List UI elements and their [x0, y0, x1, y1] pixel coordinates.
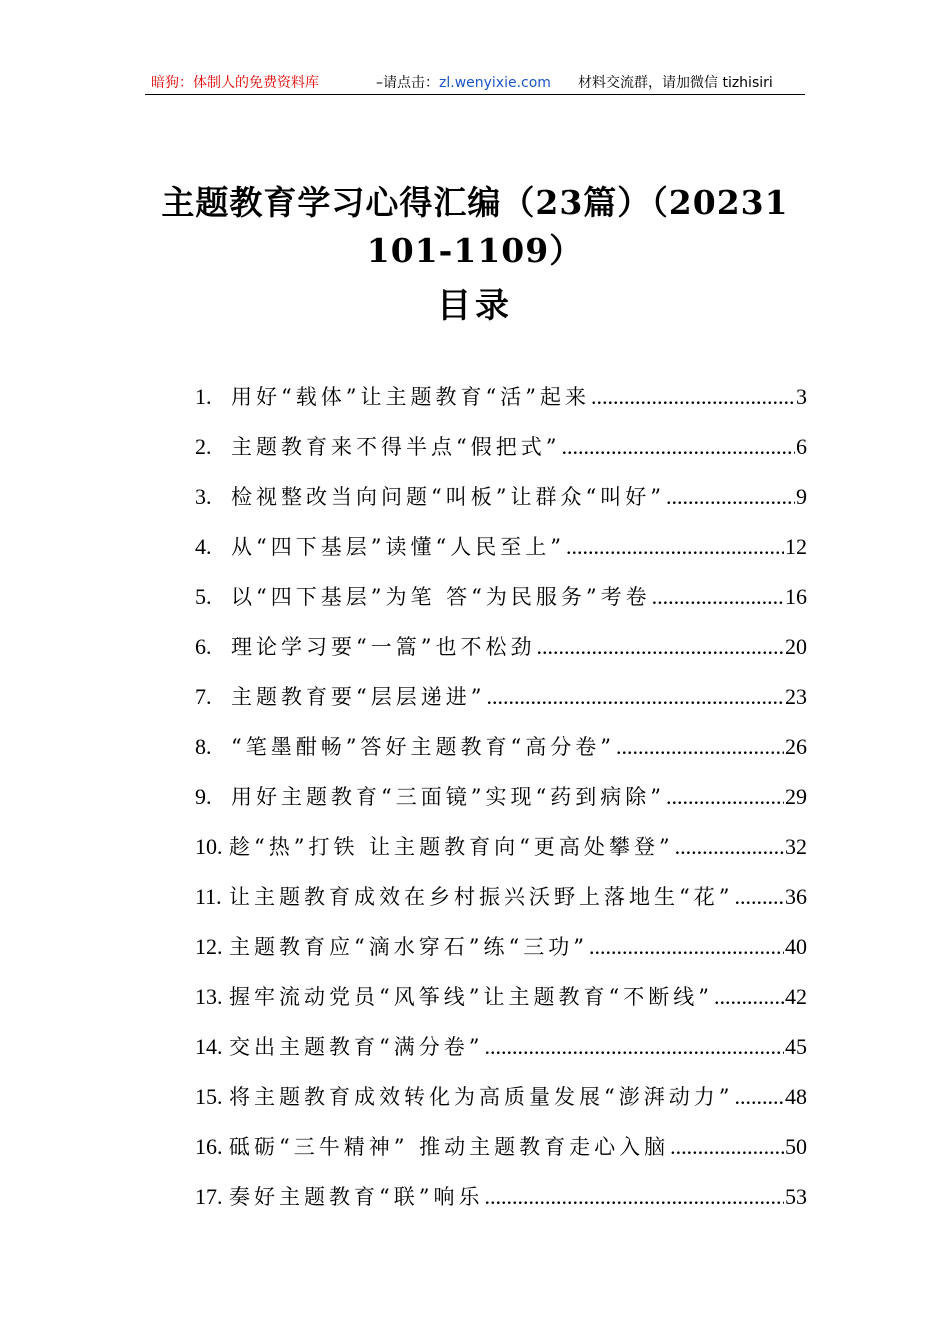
toc-dot-leader [484, 1184, 784, 1210]
header-link-url[interactable]: zl.wenyixie.com [439, 75, 551, 91]
toc-entry-page: 48 [785, 1084, 807, 1109]
toc-entry-title: 主题教育来不得半点“假把式” [231, 435, 561, 459]
toc-dot-leader [616, 734, 784, 760]
toc-entry-number: 17. [195, 1184, 223, 1209]
toc-dot-leader [714, 984, 784, 1010]
toc-dot-leader [734, 884, 784, 910]
document-title-line2: 101-1109） [366, 231, 584, 270]
table-of-contents [195, 381, 807, 1231]
toc-entry-title: 握牢流动党员“风筝线”让主题教育“不断线” [229, 985, 713, 1009]
toc-entry-number: 7. [195, 684, 212, 709]
toc-entry-title: 理论学习要“一篙”也不松劲 [231, 635, 536, 659]
toc-entry[interactable] [195, 581, 807, 631]
toc-entry-title: 主题教育要“层层递进” [231, 685, 486, 709]
toc-entry-page: 6 [796, 434, 807, 459]
toc-entry-page: 23 [785, 684, 807, 709]
toc-entry[interactable] [195, 381, 807, 431]
toc-entry-title: 奏好主题教育“联”响乐 [229, 1185, 484, 1209]
toc-entry[interactable] [195, 1131, 807, 1181]
toc-entry[interactable] [195, 1031, 807, 1081]
toc-entry-title: 让主题教育成效在乡村振兴沃野上落地生“花” [229, 885, 734, 909]
header-link [376, 72, 551, 92]
toc-entry-page: 40 [785, 934, 807, 959]
toc-dot-leader [666, 484, 795, 510]
toc-heading: 目录 [437, 286, 513, 326]
header-promo: 暗狗：体制人的免费资料库 [151, 75, 319, 91]
toc-dot-leader [486, 684, 784, 710]
toc-entry-title: 交出主题教育“满分卷” [229, 1035, 484, 1059]
toc-dot-leader [652, 584, 784, 610]
toc-entry-number: 10. [195, 834, 223, 859]
toc-dot-leader [675, 834, 784, 860]
toc-entry-number: 3. [195, 484, 212, 509]
toc-entry-number: 13. [195, 984, 223, 1009]
toc-entry[interactable] [195, 431, 807, 481]
toc-dot-leader [484, 1034, 784, 1060]
toc-entry-number: 1. [195, 384, 212, 409]
toc-entry[interactable] [195, 981, 807, 1031]
toc-entry[interactable] [195, 931, 807, 981]
toc-entry-page: 26 [785, 734, 807, 759]
toc-entry-page: 12 [785, 534, 807, 559]
toc-dot-leader [670, 1134, 784, 1160]
toc-entry-number: 2. [195, 434, 212, 459]
header-link-prefix: –请点击： [376, 75, 439, 91]
toc-entry-page: 20 [785, 634, 807, 659]
toc-entry-page: 9 [796, 484, 807, 509]
toc-entry-page: 53 [785, 1184, 807, 1209]
toc-entry-number: 6. [195, 634, 212, 659]
toc-entry-page: 42 [785, 984, 807, 1009]
toc-entry-number: 16. [195, 1134, 223, 1159]
toc-entry-number: 8. [195, 734, 212, 759]
toc-entry-title: 用好“载体”让主题教育“活”起来 [231, 385, 590, 409]
toc-entry-number: 9. [195, 784, 212, 809]
toc-entry[interactable] [195, 531, 807, 581]
toc-entry[interactable] [195, 831, 807, 881]
document-title-line1: 主题教育学习心得汇编（23篇）（20231 [161, 183, 789, 222]
toc-entry-number: 15. [195, 1084, 223, 1109]
toc-entry[interactable] [195, 881, 807, 931]
toc-entry-number: 5. [195, 584, 212, 609]
toc-entry[interactable] [195, 1181, 807, 1231]
toc-dot-leader [589, 934, 784, 960]
toc-entry-title: 检视整改当向问题“叫板”让群众“叫好” [231, 485, 665, 509]
toc-entry-page: 32 [785, 834, 807, 859]
toc-entry[interactable] [195, 1081, 807, 1131]
toc-dot-leader [536, 634, 784, 660]
toc-entry-page: 16 [785, 584, 807, 609]
toc-dot-leader [734, 1084, 784, 1110]
toc-entry-title: 趁“热”打铁 让主题教育向“更高处攀登” [229, 835, 674, 859]
toc-entry[interactable] [195, 481, 807, 531]
toc-entry-page: 3 [796, 384, 807, 409]
toc-entry-title: “笔墨酣畅”答好主题教育“高分卷” [231, 735, 615, 759]
page-header [145, 68, 805, 95]
toc-entry[interactable] [195, 781, 807, 831]
header-wechat: 材料交流群，请加微信 tizhisiri [578, 75, 773, 91]
toc-dot-leader [561, 434, 795, 460]
toc-entry-number: 11. [195, 884, 222, 909]
toc-entry-number: 12. [195, 934, 223, 959]
toc-dot-leader [591, 384, 795, 410]
toc-entry-title: 从“四下基层”读懂“人民至上” [231, 535, 565, 559]
toc-dot-leader [666, 784, 784, 810]
toc-entry-number: 4. [195, 534, 212, 559]
toc-entry[interactable] [195, 681, 807, 731]
toc-entry-title: 砥砺“三牛精神” 推动主题教育走心入脑 [229, 1135, 670, 1159]
toc-entry-page: 29 [785, 784, 807, 809]
toc-dot-leader [566, 534, 784, 560]
toc-entry-page: 36 [785, 884, 807, 909]
toc-entry-page: 50 [785, 1134, 807, 1159]
toc-entry-title: 将主题教育成效转化为高质量发展“澎湃动力” [229, 1085, 734, 1109]
toc-entry[interactable] [195, 631, 807, 681]
toc-entry[interactable] [195, 731, 807, 781]
toc-entry-title: 主题教育应“滴水穿石”练“三功” [229, 935, 588, 959]
toc-entry-title: 以“四下基层”为笔 答“为民服务”考卷 [231, 585, 651, 609]
toc-entry-number: 14. [195, 1034, 223, 1059]
toc-entry-page: 45 [785, 1034, 807, 1059]
toc-entry-title: 用好主题教育“三面镜”实现“药到病除” [231, 785, 665, 809]
